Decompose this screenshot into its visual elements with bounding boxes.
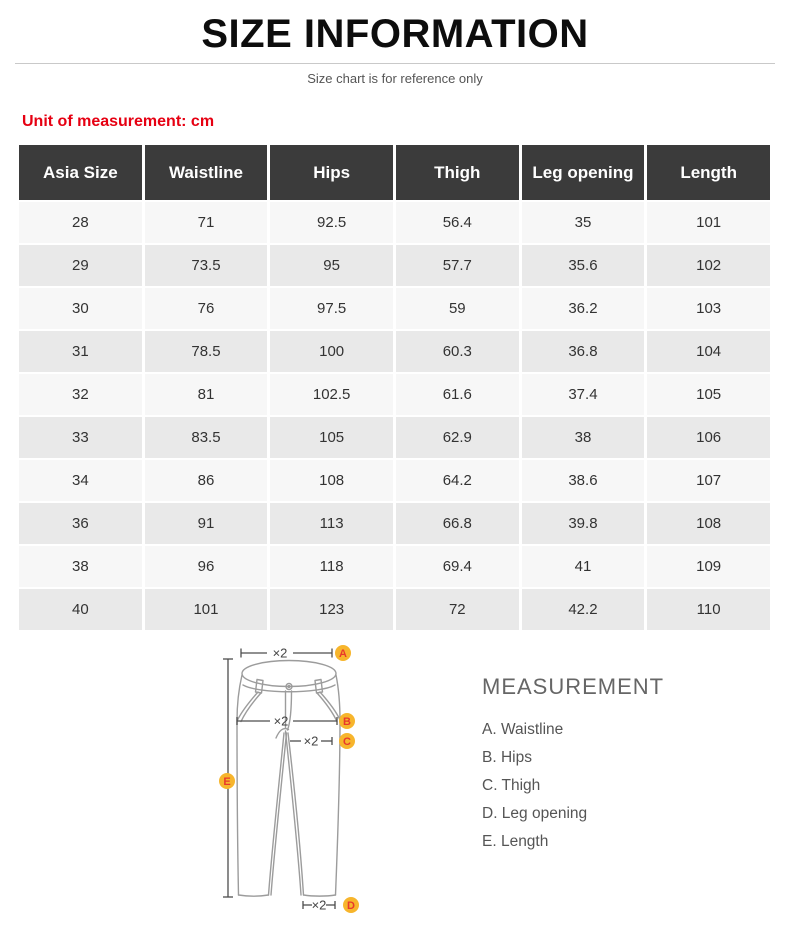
size-cell: 108: [270, 460, 393, 501]
column-header-leg-opening: Leg opening: [522, 145, 645, 200]
hips-scale-label: ×2: [273, 713, 289, 729]
size-table-header: [19, 145, 770, 200]
table-row: [19, 331, 770, 372]
size-cell: 92.5: [270, 202, 393, 243]
size-cell: 72: [396, 589, 519, 630]
size-cell: 91: [145, 503, 268, 544]
page-title: SIZE INFORMATION: [201, 12, 589, 56]
size-cell: 102.5: [270, 374, 393, 415]
column-header-thigh: Thigh: [396, 145, 519, 200]
size-cell: 97.5: [270, 288, 393, 329]
table-row: [19, 374, 770, 415]
size-cell: 38: [522, 417, 645, 458]
size-cell: 109: [647, 546, 770, 587]
table-row: [19, 589, 770, 630]
size-cell: 28: [19, 202, 142, 243]
size-table: [16, 143, 773, 632]
size-cell: 71: [145, 202, 268, 243]
legend-item: E. Length: [482, 833, 549, 850]
table-row: [19, 202, 770, 243]
title-divider: [15, 63, 775, 64]
size-cell: 42.2: [522, 589, 645, 630]
size-cell: 56.4: [396, 202, 519, 243]
size-cell: 38.6: [522, 460, 645, 501]
size-cell: 102: [647, 245, 770, 286]
size-cell: 78.5: [145, 331, 268, 372]
size-cell: 29: [19, 245, 142, 286]
marker-b-letter: B: [343, 716, 351, 728]
size-cell: 60.3: [396, 331, 519, 372]
legend-item: D. Leg opening: [482, 805, 588, 822]
marker-d-letter: D: [347, 900, 355, 912]
size-cell: 61.6: [396, 374, 519, 415]
size-cell: 100: [270, 331, 393, 372]
size-cell: 76: [145, 288, 268, 329]
size-cell: 39.8: [522, 503, 645, 544]
size-cell: 62.9: [396, 417, 519, 458]
size-cell: 36.8: [522, 331, 645, 372]
table-row: [19, 503, 770, 544]
column-header-waistline: Waistline: [145, 145, 268, 200]
size-cell: 59: [396, 288, 519, 329]
column-header-hips: Hips: [270, 145, 393, 200]
size-cell: 110: [647, 589, 770, 630]
size-cell: 118: [270, 546, 393, 587]
legend-item: A. Waistline: [482, 721, 564, 738]
table-row: [19, 417, 770, 458]
marker-e-badge: [219, 773, 235, 789]
thigh-measure-line: [290, 734, 332, 749]
size-cell: 69.4: [396, 546, 519, 587]
table-row: [19, 460, 770, 501]
size-cell: 35.6: [522, 245, 645, 286]
marker-a-badge: [335, 645, 351, 661]
size-cell: 73.5: [145, 245, 268, 286]
size-cell: 101: [145, 589, 268, 630]
pants-measurement-diagram: [213, 634, 379, 919]
size-cell: 32: [19, 374, 142, 415]
size-cell: 38: [19, 546, 142, 587]
table-row: [19, 546, 770, 587]
size-cell: 86: [145, 460, 268, 501]
size-cell: 35: [522, 202, 645, 243]
size-cell: 57.7: [396, 245, 519, 286]
size-cell: 103: [647, 288, 770, 329]
table-row: [19, 245, 770, 286]
marker-b-badge: [339, 713, 355, 729]
size-cell: 113: [270, 503, 393, 544]
measurement-legend: [482, 674, 664, 856]
size-cell: 34: [19, 460, 142, 501]
size-cell: 33: [19, 417, 142, 458]
size-information-page: [0, 12, 790, 926]
marker-d-badge: [343, 897, 359, 913]
size-cell: 83.5: [145, 417, 268, 458]
size-cell: 108: [647, 503, 770, 544]
measurement-heading: MEASUREMENT: [482, 674, 665, 699]
size-cell: 101: [647, 202, 770, 243]
size-cell: 105: [270, 417, 393, 458]
column-header-length: Length: [647, 145, 770, 200]
size-cell: 81: [145, 374, 268, 415]
size-cell: 37.4: [522, 374, 645, 415]
waistline-measure-line: [241, 646, 332, 661]
size-cell: 30: [19, 288, 142, 329]
marker-c-badge: [339, 733, 355, 749]
subtitle: Size chart is for reference only: [307, 71, 483, 86]
hips-measure-line: [237, 714, 337, 729]
leg-opening-measure-line: [303, 898, 335, 913]
size-cell: 66.8: [396, 503, 519, 544]
size-table-body: [19, 202, 770, 630]
leg-opening-scale-label: ×2: [311, 897, 327, 913]
legend-item: B. Hips: [482, 749, 532, 766]
legend-item: C. Thigh: [482, 777, 541, 794]
size-cell: 104: [647, 331, 770, 372]
size-cell: 96: [145, 546, 268, 587]
measurement-section: [0, 632, 790, 932]
marker-e-letter: E: [223, 776, 231, 788]
size-cell: 106: [647, 417, 770, 458]
size-cell: 40: [19, 589, 142, 630]
size-cell: 36.2: [522, 288, 645, 329]
size-cell: 36: [19, 503, 142, 544]
size-cell: 64.2: [396, 460, 519, 501]
size-cell: 41: [522, 546, 645, 587]
size-cell: 31: [19, 331, 142, 372]
waistline-scale-label: ×2: [272, 645, 288, 661]
table-row: [19, 288, 770, 329]
size-cell: 107: [647, 460, 770, 501]
size-cell: 105: [647, 374, 770, 415]
thigh-scale-label: ×2: [303, 733, 319, 749]
size-cell: 123: [270, 589, 393, 630]
pants-outline: [237, 661, 340, 897]
measurement-legend-list: [482, 716, 664, 856]
size-cell: 95: [270, 245, 393, 286]
column-header-asia-size: Asia Size: [19, 145, 142, 200]
marker-c-letter: C: [343, 736, 351, 748]
header-row: [19, 145, 770, 200]
marker-a-letter: A: [339, 648, 347, 660]
unit-of-measurement-label: Unit of measurement: cm: [22, 113, 215, 130]
